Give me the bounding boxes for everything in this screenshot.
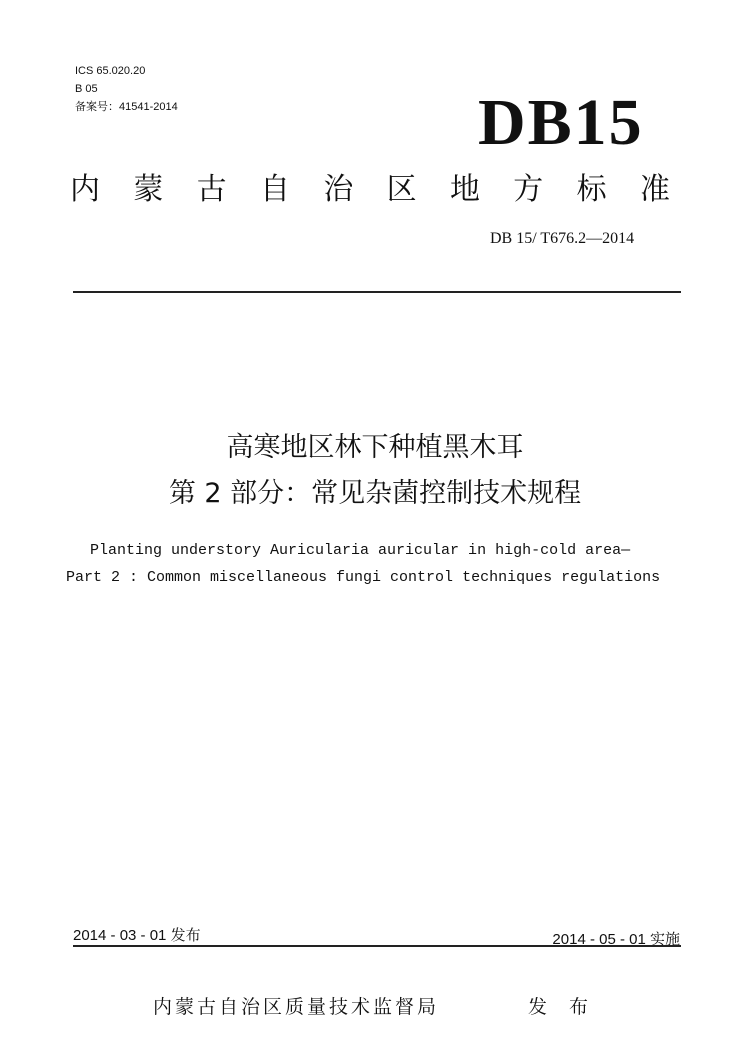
standard-type-char: 古	[196, 172, 227, 207]
header-divider	[73, 291, 681, 293]
standard-code: DB 15/ T676.2—2014	[490, 230, 635, 247]
standard-type-char: 区	[386, 172, 417, 207]
standard-type	[70, 168, 670, 212]
standard-type-char: 准	[639, 172, 670, 207]
standard-type-char: 地	[449, 172, 480, 207]
record-number: 备案号：41541-2014	[75, 101, 178, 113]
standard-type-char: 方	[513, 172, 544, 207]
dates-divider	[73, 945, 681, 947]
implement-date: 2014 - 05 - 01 实施	[552, 931, 680, 948]
title-zh-line1: 高寒地区林下种植黑木耳	[226, 432, 524, 463]
standard-type-char: 蒙	[133, 172, 164, 207]
document-metadata	[75, 62, 178, 116]
ics-code: ICS 65.020.20	[75, 65, 146, 77]
publish-label: 发 布	[528, 996, 597, 1018]
title-en-line1: Planting understory Auricularia auricular in high-cold area—	[90, 542, 631, 559]
ccs-code: B 05	[75, 83, 98, 95]
standard-type-char: 自	[259, 172, 290, 207]
standard-type-char: 内	[70, 172, 100, 207]
standard-logo: DB15	[478, 86, 644, 159]
title-en-line2: Part 2 : Common miscellaneous fungi control techniques regulations	[66, 569, 661, 586]
standard-type-char: 治	[323, 172, 354, 207]
publish-date: 2014 - 03 - 01 发布	[73, 927, 201, 944]
publisher-name: 内蒙古自治区质量技术监督局	[153, 996, 440, 1018]
title-zh-line2: 第 2 部分：常见杂菌控制技术规程	[168, 478, 582, 509]
standard-type-char: 标	[576, 172, 607, 207]
